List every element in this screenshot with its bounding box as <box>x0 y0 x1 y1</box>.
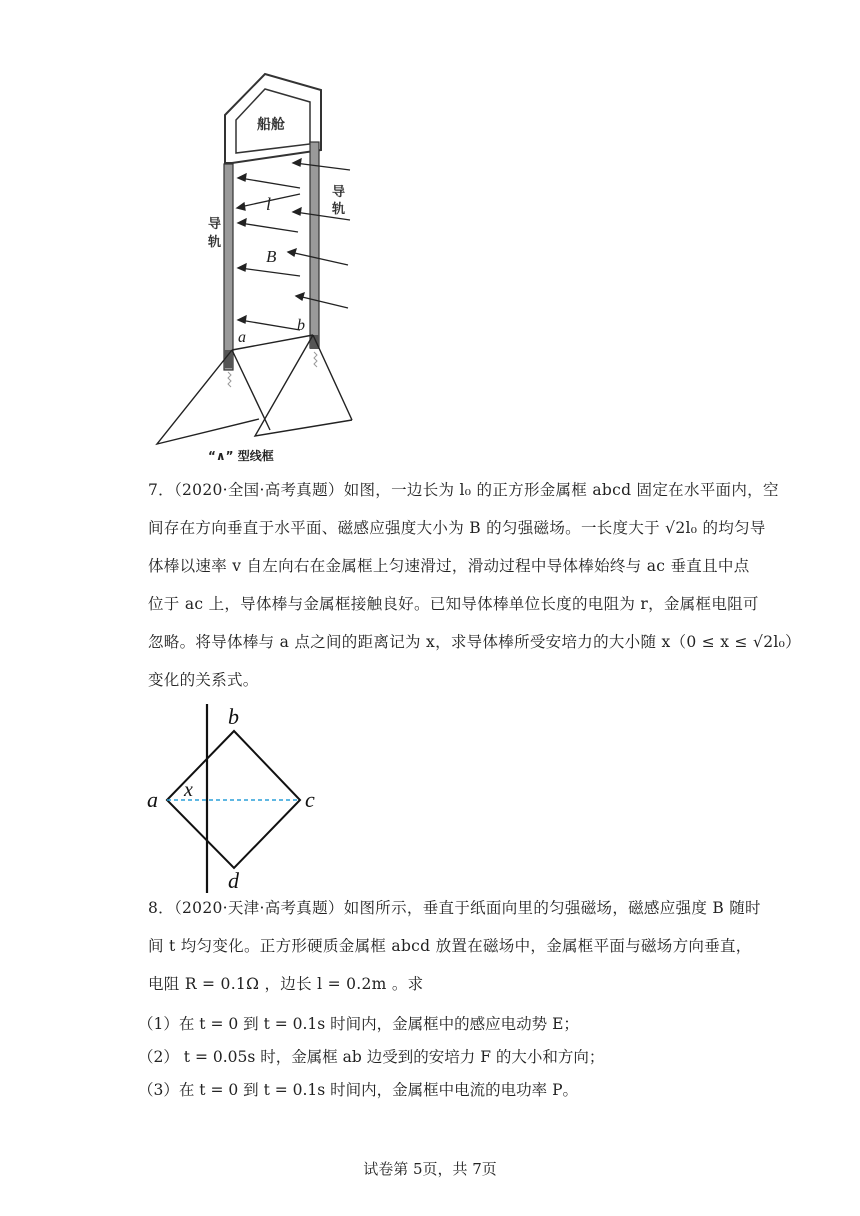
right-rail <box>310 142 319 348</box>
left-rail <box>224 164 233 370</box>
frame-caption: “∧” 型线框 <box>208 449 274 463</box>
page-footer: 试卷第 5页，共 7页 <box>363 1160 497 1178</box>
label-l: l <box>266 194 272 214</box>
figure-ship-rails <box>140 60 380 480</box>
vertex-d: d <box>228 868 239 893</box>
q7-line-2: 间存在方向垂直于水平面、磁感应强度大小为 B 的匀强磁场。一长度大于 √2l₀ 的均匀导 <box>148 519 766 537</box>
vertex-a: a <box>147 787 158 812</box>
q7-line-6: 变化的关系式。 <box>148 671 259 689</box>
q7-line-1: 7．（2020·全国·高考真题）如图，一边长为 l₀ 的正方形金属框 abcd 固定在水平面内，空 <box>148 481 779 499</box>
label-a: a <box>238 329 246 346</box>
q7-line-3: 体棒以速率 v 自左向右在金属框上匀速滑过，滑动过程中导体棒始终与 ac 垂直且中点 <box>148 557 750 575</box>
figure-square-frame <box>140 700 340 900</box>
vertex-b: b <box>228 704 239 729</box>
lambda-frame <box>157 335 352 444</box>
rail-left-label: 导 <box>208 217 222 232</box>
rail-right-label: 导 <box>332 185 346 200</box>
q8-part-2: （2） t = 0.05s 时，金属框 ab 边受到的安培力 F 的大小和方向； <box>138 1048 605 1066</box>
svg-text:轨: 轨 <box>208 235 222 250</box>
label-B: B <box>266 247 277 266</box>
svg-text:轨: 轨 <box>332 202 346 217</box>
q8-part-1: （1）在 t = 0 到 t = 0.1s 时间内，金属框中的感应电动势 E； <box>138 1015 579 1033</box>
q7-line-4: 位于 ac 上，导体棒与金属框接触良好。已知导体棒单位长度的电阻为 r，金属框电阻可 <box>148 595 759 613</box>
cabin-label: 船舱 <box>257 117 285 133</box>
q8-line-1: 8．（2020·天津·高考真题）如图所示，垂直于纸面向里的匀强磁场，磁感应强度 B 随时 <box>148 899 761 917</box>
label-b: b <box>297 317 305 334</box>
q8-line-3: 电阻 R = 0.1Ω ，边长 l = 0.2m 。求 <box>148 975 424 993</box>
question-8 <box>148 889 761 1003</box>
label-x: x <box>184 779 193 801</box>
q8-line-2: 间 t 均匀变化。正方形硬质金属框 abcd 放置在磁场中，金属框平面与磁场方向垂直， <box>148 937 752 955</box>
q8-part-3: （3）在 t = 0 到 t = 0.1s 时间内，金属框中电流的电功率 P。 <box>138 1081 579 1099</box>
vertex-c: c <box>305 787 315 812</box>
q7-line-5: 忽略。将导体棒与 a 点之间的距离记为 x，求导体棒所受安培力的大小随 x（0 ≤ x ≤ √2l₀） <box>148 633 801 651</box>
question-7 <box>148 471 801 699</box>
